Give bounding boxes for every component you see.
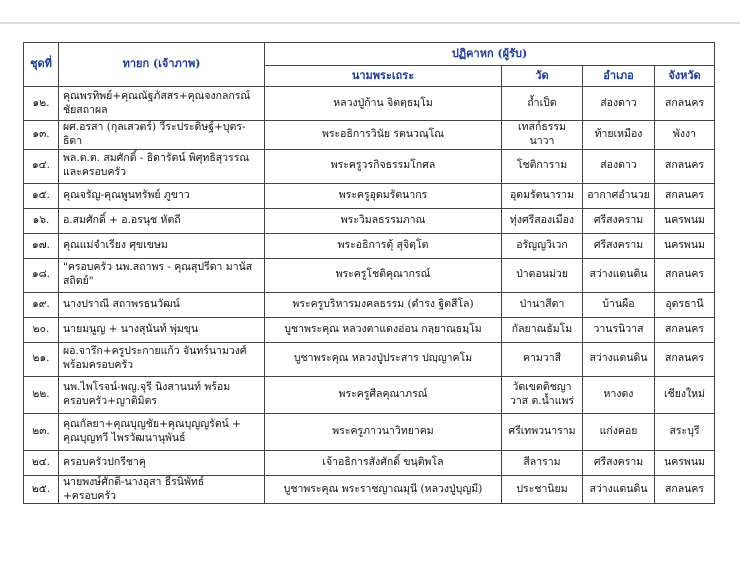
row-district: ท้ายเหมือง	[583, 121, 655, 150]
row-temple: กัลยาณธัมโม	[502, 317, 583, 342]
row-donor: คุณจรัญ-คุณพูนทรัพย์ ภูขาว	[59, 183, 265, 208]
row-donor: นพ.ไพโรจน์-พญ.จุรี นิงสานนท์ พร้อมครอบครัว+ญาติมิตร	[59, 376, 265, 413]
row-donor: ผศ.อรสา (กุลเสวตร์) วีระประดิษฐ์+บุตร-ธิดา	[59, 121, 265, 150]
row-no: ๒๔.	[24, 450, 59, 475]
header-temple: วัด	[502, 66, 583, 87]
row-donor: ครอบครัวปกรีชาคุ	[59, 450, 265, 475]
table-row	[24, 258, 715, 292]
table-row	[24, 342, 715, 376]
row-donor: คุณพรทิพย์+คุณณัฐภัสสร+คุณจงกลกรณ์ ชัยสถาผล	[59, 87, 265, 121]
row-temple: วัดเขตติชญาวาส ต.น้ำแพร่	[502, 376, 583, 413]
row-province: เชียงใหม่	[655, 376, 715, 413]
row-monk: พระครูอุดมรัตนากร	[265, 183, 502, 208]
row-monk: พระครูภาวนาวิทยาคม	[265, 413, 502, 450]
row-district: ส่องดาว	[583, 87, 655, 121]
row-district: แก่งคอย	[583, 413, 655, 450]
row-monk: พระครูบริหารมงคลธรรม (ดำรง ฐิตสีโล)	[265, 292, 502, 317]
row-temple: ถ้ำเป็ด	[502, 87, 583, 121]
row-district: สว่างแดนดิน	[583, 258, 655, 292]
row-temple: ศรีเทพวนาราม	[502, 413, 583, 450]
row-district: บ้านผือ	[583, 292, 655, 317]
row-monk: หลวงปู่ก้าน จิตตฺธมฺโม	[265, 87, 502, 121]
row-province: นครพนม	[655, 208, 715, 233]
row-temple: ทุ่งศรีสองเมือง	[502, 208, 583, 233]
table-row	[24, 292, 715, 317]
previous-page-edge	[0, 0, 740, 22]
document-page	[0, 24, 740, 585]
row-donor: พล.ต.ต. สมศักดิ์ - ธิดารัตน์ พิศุทธิสุวรรณ และครอบครัว	[59, 149, 265, 183]
row-province: สกลนคร	[655, 149, 715, 183]
table-row	[24, 208, 715, 233]
row-donor: ผอ.จารึก+ครูประกายแก้ว จันทร์นามวงศ์ พร้อมครอบครัว	[59, 342, 265, 376]
table-row	[24, 121, 715, 150]
row-no: ๒๒.	[24, 376, 59, 413]
row-monk: บูชาพระคุณ หลวงปู่ประสาร ปญฺญาคโม	[265, 342, 502, 376]
row-monk: พระอธิการตุ้ สุจิตฺโต	[265, 233, 502, 258]
row-district: อากาศอำนวย	[583, 183, 655, 208]
table-row	[24, 87, 715, 121]
row-province: นครพนม	[655, 450, 715, 475]
row-monk: พระครูวรกิจธรรมโกศล	[265, 149, 502, 183]
header-donor: ทายก (เจ้าภาพ)	[59, 43, 265, 87]
row-monk: เจ้าอธิการสังศักดิ์ ขนฺติพโล	[265, 450, 502, 475]
row-monk: บูชาพระคุณ หลวงตาแดงอ่อน กลฺยาณธมฺโม	[265, 317, 502, 342]
row-province: สระบุรี	[655, 413, 715, 450]
header-province: จังหวัด	[655, 66, 715, 87]
row-district: หางดง	[583, 376, 655, 413]
row-district: ศรีสงคราม	[583, 450, 655, 475]
table-row	[24, 149, 715, 183]
row-temple: โชติการาม	[502, 149, 583, 183]
row-province: อุดรธานี	[655, 292, 715, 317]
row-district: ศรีสงคราม	[583, 208, 655, 233]
row-temple: ป่านาสีดา	[502, 292, 583, 317]
row-temple: อรัญญวิเวก	[502, 233, 583, 258]
header-monk: นามพระเถระ	[265, 66, 502, 87]
row-donor: อ.สมศักดิ์ + อ.อรนุช หัตถี	[59, 208, 265, 233]
row-province: นครพนม	[655, 233, 715, 258]
donor-table	[23, 42, 715, 504]
row-province: สกลนคร	[655, 342, 715, 376]
row-donor: นายมนูญ + นางสุนันท์ พุ่มขุน	[59, 317, 265, 342]
row-no: ๑๔.	[24, 149, 59, 183]
row-province: พังงา	[655, 121, 715, 150]
row-no: ๒๑.	[24, 342, 59, 376]
row-province: สกลนคร	[655, 183, 715, 208]
row-no: ๑๒.	[24, 87, 59, 121]
row-temple: อุดมรัตนาราม	[502, 183, 583, 208]
header-recipient-group: ปฏิคาหก (ผู้รับ)	[265, 43, 715, 66]
row-temple: ประชานิยม	[502, 475, 583, 504]
row-donor: นางปราณี สถาพรธนวัฒน์	[59, 292, 265, 317]
row-temple: เทสก์ธรรมนาวา	[502, 121, 583, 150]
row-district: ส่องดาว	[583, 149, 655, 183]
table-row	[24, 413, 715, 450]
row-province: สกลนคร	[655, 87, 715, 121]
table-row	[24, 376, 715, 413]
row-no: ๑๗.	[24, 233, 59, 258]
row-monk: พระครูศีลคุณาภรณ์	[265, 376, 502, 413]
row-district: ศรีสงคราม	[583, 233, 655, 258]
row-monk: พระครูโชติคุณากรณ์	[265, 258, 502, 292]
table-row	[24, 475, 715, 504]
row-no: ๑๘.	[24, 258, 59, 292]
row-temple: คามวาสี	[502, 342, 583, 376]
row-district: สว่างแดนดิน	[583, 475, 655, 504]
header-no: ชุดที่	[24, 43, 59, 87]
row-no: ๑๓.	[24, 121, 59, 150]
row-donor: คุณแม่จำเรียง ศุขเขษม	[59, 233, 265, 258]
row-district: สว่างแดนดิน	[583, 342, 655, 376]
row-no: ๒๕.	[24, 475, 59, 504]
row-no: ๒๓.	[24, 413, 59, 450]
header-district: อำเภอ	[583, 66, 655, 87]
row-monk: พระวิมลธรรมภาณ	[265, 208, 502, 233]
row-province: สกลนคร	[655, 475, 715, 504]
table-row	[24, 317, 715, 342]
row-donor: "ครอบครัว นพ.สถาพร - คุณสุปรีดา มานัสสถิตย์"	[59, 258, 265, 292]
row-donor: นายพงษ์ศักดิ์-นางอุสา ธีรนิพัทธ์ +ครอบครัว	[59, 475, 265, 504]
row-monk: พระอธิการวินัย รตนวณฺโณ	[265, 121, 502, 150]
row-province: สกลนคร	[655, 317, 715, 342]
row-district: วานรนิวาส	[583, 317, 655, 342]
row-no: ๒๐.	[24, 317, 59, 342]
row-temple: ป่าดอนม่วย	[502, 258, 583, 292]
table-row	[24, 233, 715, 258]
row-donor: คุณกัลยา+คุณบุญชัย+คุณบุญญรัตน์ + คุณบุญทวี ไพรวัฒนานุพันธ์	[59, 413, 265, 450]
row-no: ๑๕.	[24, 183, 59, 208]
row-temple: สีลาราม	[502, 450, 583, 475]
row-monk: บูชาพระคุณ พระราชญาณมุนี (หลวงปู่บุญมี)	[265, 475, 502, 504]
table-row	[24, 450, 715, 475]
row-province: สกลนคร	[655, 258, 715, 292]
row-no: ๑๙.	[24, 292, 59, 317]
table-row	[24, 183, 715, 208]
row-no: ๑๖.	[24, 208, 59, 233]
